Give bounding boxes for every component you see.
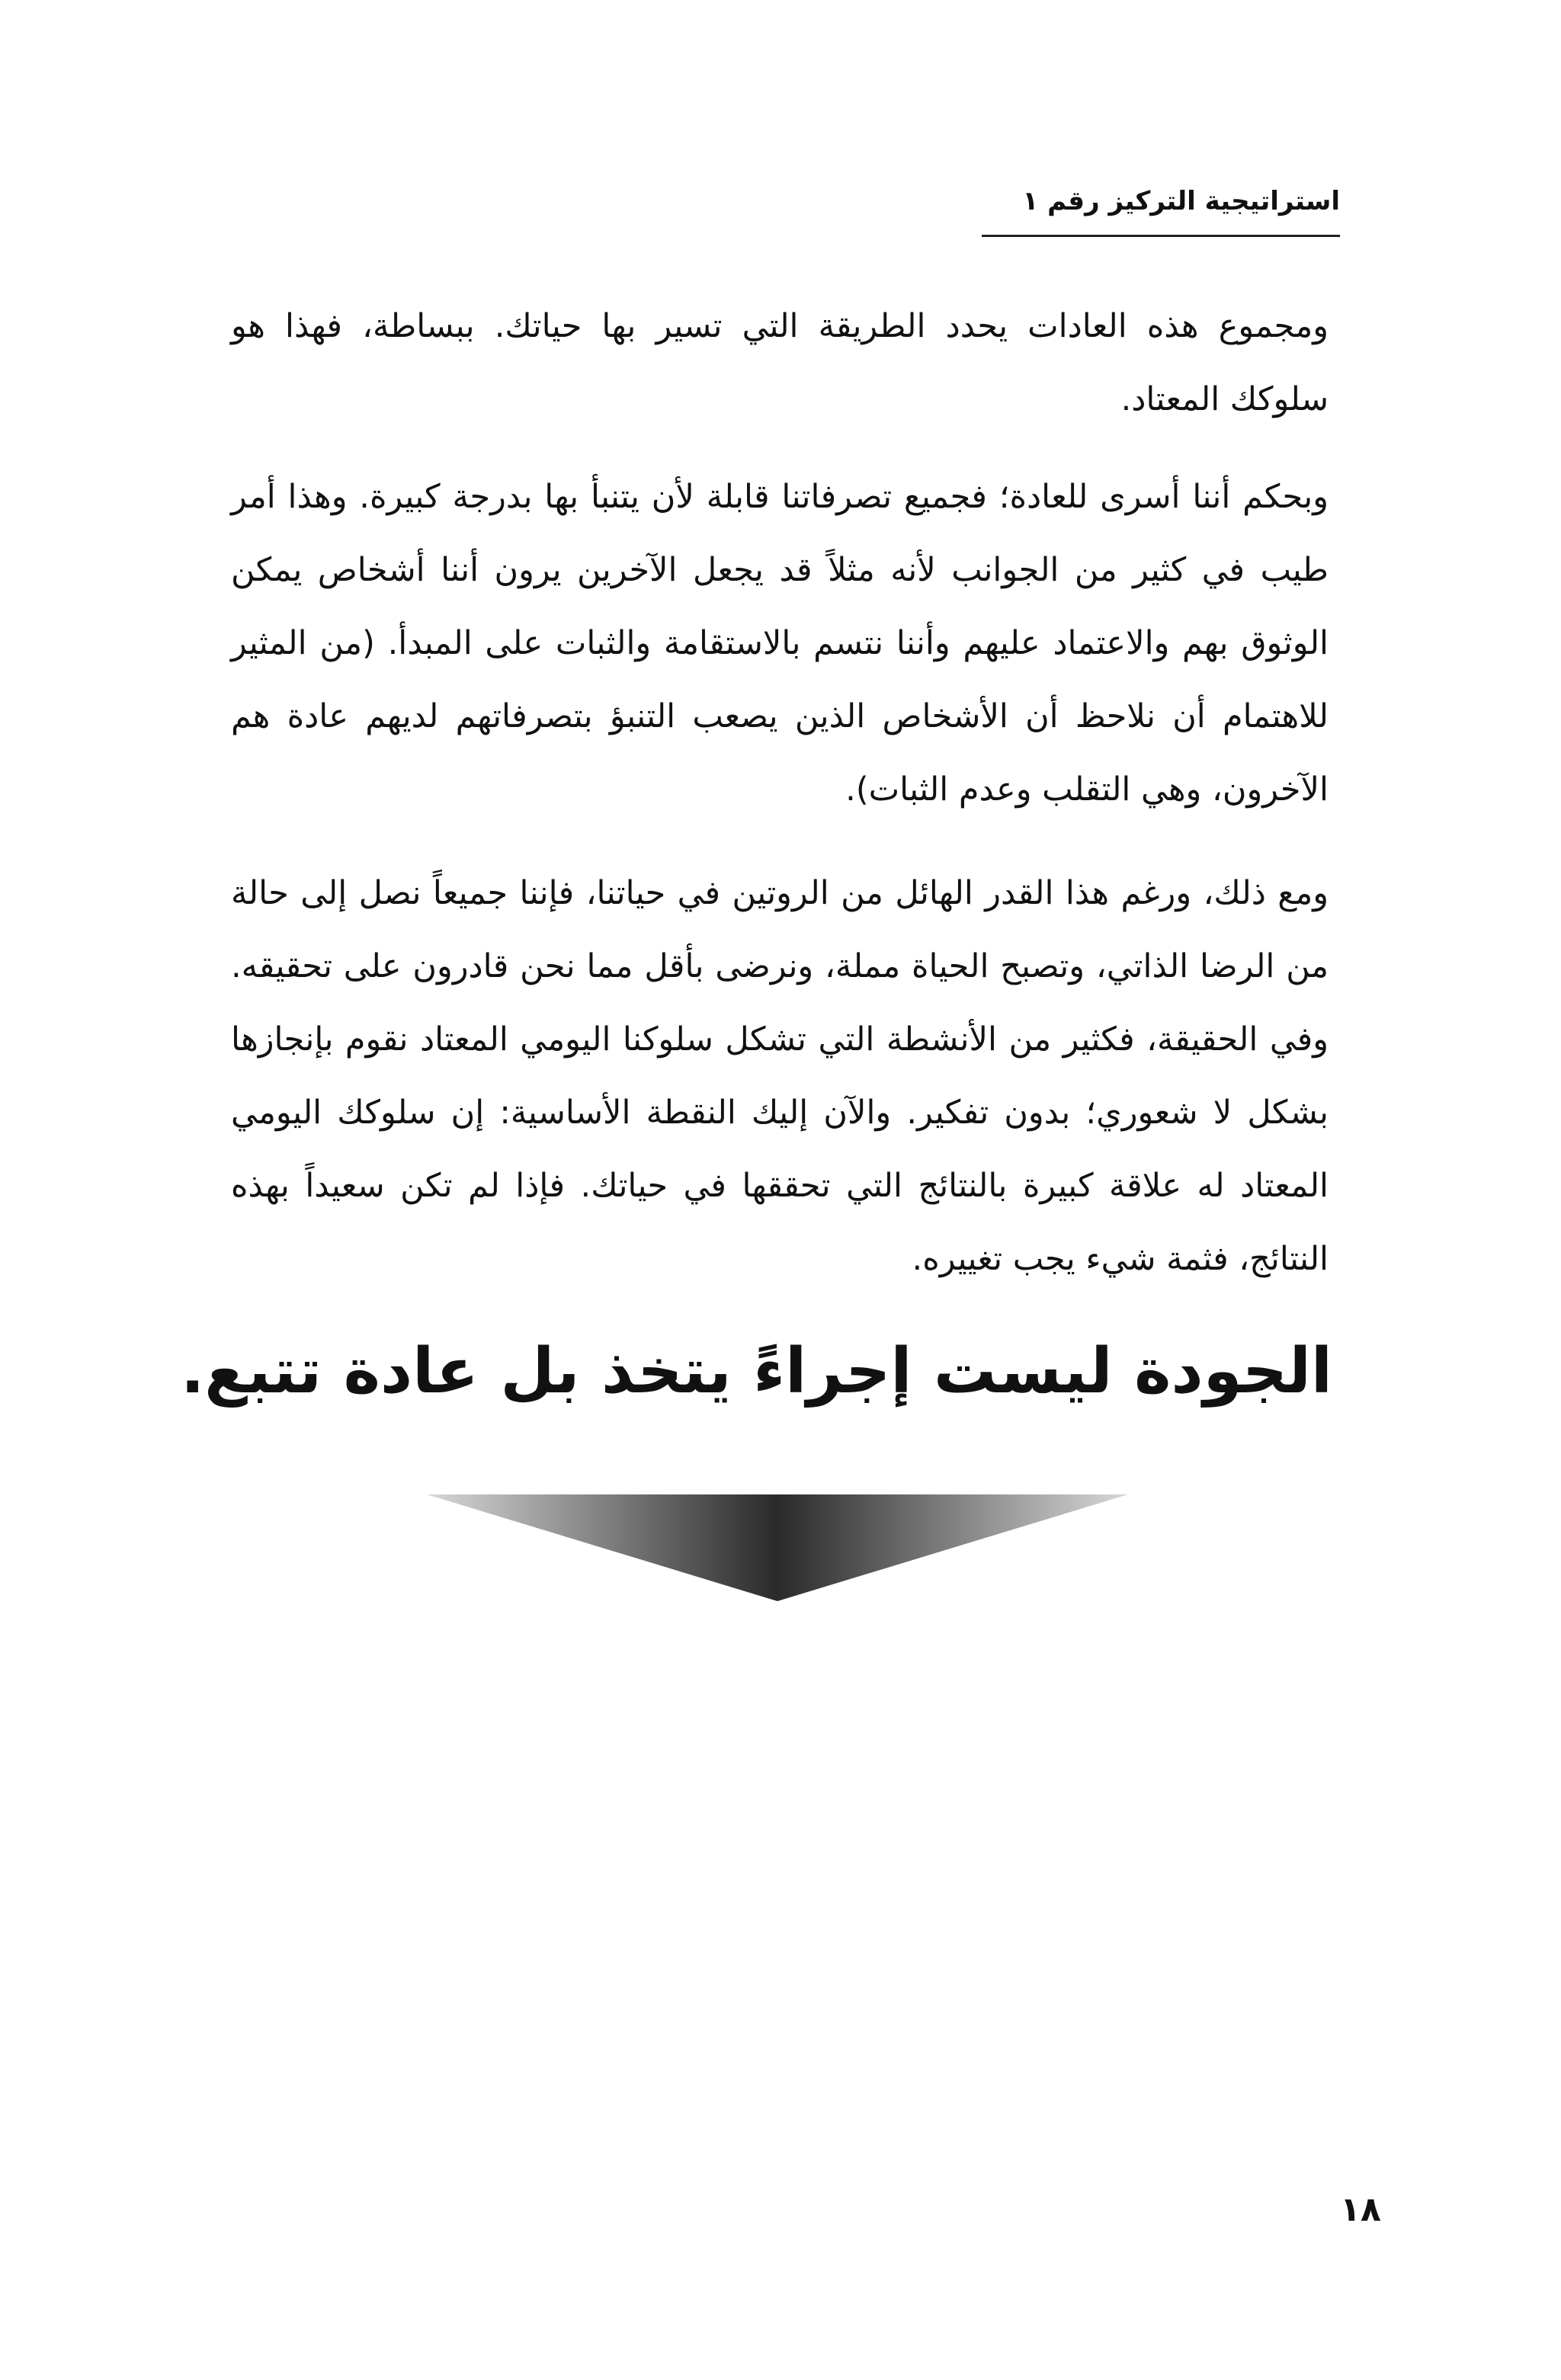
paragraph: ومجموع هذه العادات يحدد الطريقة التي تسير بها حياتك. ببساطة، فهذا هو سلوكك المعتاد. [231, 307, 1329, 418]
paragraph: وبحكم أننا أسرى للعادة؛ فجميع تصرفاتنا قابلة لأن يتنبأ بها بدرجة كبيرة. وهذا أمر طيب في كثير من الجوانب لأنه مثلاً قد يجعل الآخرين يرون أننا أشخاص يمكن الوثوق بهم والاعتماد عليهم وأننا نتسم بالاستقامة والثبات على المبدأ. (من المثير للاهتمام أن نلاحظ أن الأشخاص الذين يصعب التنبؤ بتصرفاتهم لديهم عادة هم الآخرون، وهي التقلب وعدم الثبات). [231, 478, 1329, 809]
page-number: ١٨ [1340, 2190, 1381, 2229]
down-triangle-arrow-icon [427, 1490, 1128, 1604]
body-text [231, 290, 1329, 1326]
header-rule [982, 235, 1340, 237]
paragraph: ومع ذلك، ورغم هذا القدر الهائل من الروتين في حياتنا، فإننا جميعاً نصل إلى حالة من الرضا الذاتي، وتصبح الحياة مملة، ونرضى بأقل مما نحن قادرون على تحقيقه. وفي الحقيقة، فكثير من الأنشطة التي تشكل سلوكنا اليومي المعتاد نقوم بإنجازها بشكل لا شعوري؛ بدون تفكير. والآن إليك النقطة الأساسية: إن سلوكك اليومي المعتاد له علاقة كبيرة بالنتائج التي تحققها في حياتك. فإذا لم تكن سعيداً بهذه النتائج، فثمة شيء يجب تغييره. [231, 874, 1329, 1278]
arrow-shape [427, 1494, 1128, 1601]
running-header: استراتيجية التركيز رقم ١ [1022, 186, 1340, 216]
arrow-graphic [427, 1490, 1128, 1604]
quote-callout: الجودة ليست إجراءً يتخذ بل عادة تتبع. [181, 1335, 1332, 1408]
